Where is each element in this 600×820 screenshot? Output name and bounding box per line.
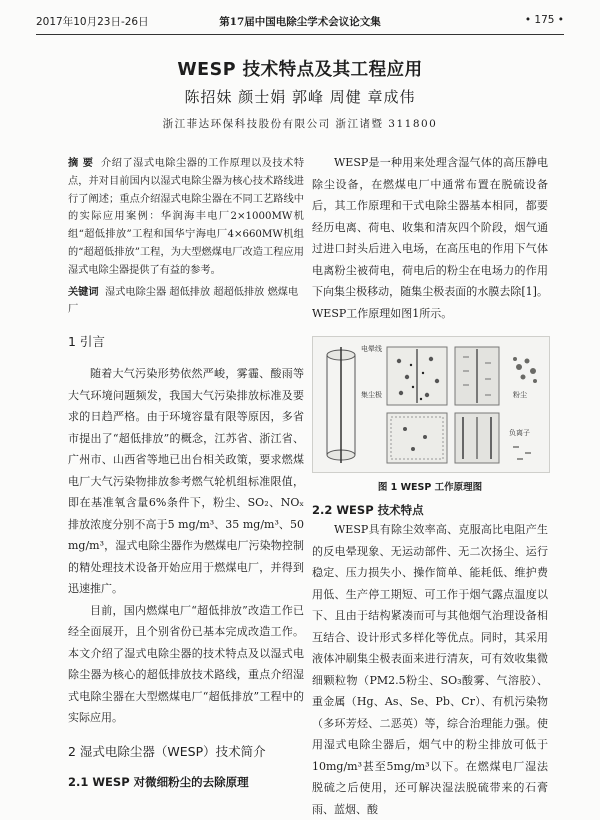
wesp-diagram: [313, 337, 549, 472]
figure-wesp-principle: [312, 336, 550, 473]
ionization-panel: [387, 347, 447, 405]
right-column: [312, 152, 548, 820]
header-page-number: • 175 •: [524, 14, 564, 26]
label-negative-ion: 负离子: [509, 429, 530, 437]
header-journal: 第17届中国电除尘学术会议论文集: [219, 16, 381, 28]
left-column: [68, 155, 304, 791]
label-corona-wire: 电晕线: [361, 345, 382, 353]
abstract: [68, 155, 304, 280]
abstract-label: 摘 要: [68, 158, 94, 169]
subsection-heading-principle: 2.1 WESP 对微细粉尘的去除原理: [68, 774, 249, 789]
label-dust: 粉尘: [513, 391, 527, 399]
header-date: 2017年10月23日-26日: [36, 16, 149, 28]
collector-cylinder: [327, 347, 355, 463]
abstract-text: 介绍了湿式电除尘器的工作原理以及技术特点，并对目前国内以湿式电除尘器为核心技术路线进行了阐述；重点介绍湿式电除尘器在不同工艺路线中的实际应用案例：华润海丰电厂2×1000MW机组“超低排放”工程和国华宁海电厂4×660MW机组的“超超低排放”工程，为大型燃煤电厂改造工程应用湿式电除尘器提供了有益的参考。: [68, 158, 305, 276]
keywords-label: 关键词: [68, 286, 99, 298]
paper-title: WESP 技术特点及其工程应用: [177, 60, 423, 80]
collection-panel: [387, 413, 447, 463]
ion-symbols: [513, 447, 531, 459]
section-heading-intro: 1 引言: [68, 334, 105, 350]
keywords-text: 湿式电除尘器 超低排放 超超低排放 燃煤电厂: [68, 286, 299, 316]
paper-affiliation: 浙江菲达环保科技股份有限公司 浙江诸暨 311800: [162, 118, 438, 130]
running-header: [36, 12, 564, 35]
section-heading-wesp: 2 湿式电除尘器（WESP）技术简介: [68, 743, 266, 759]
intro-paragraph-1: 随着大气污染形势依然严峻，雾霾、酸雨等大气环境问题频发，我国大气污染排放标准及要求的日趋严格。由于环境容量有限等原因，多省市提出了“超低排放”的概念，江苏省、浙江省、广州市、山西省等地已出台相关政策，要求燃煤电厂大气污染物排放参考燃气轮机组标准限值，即在基准氧含量6%条件下，粉尘、SO₂、NOₓ排放浓度分别不高于5 mg/m³、35 mg/m³、50 mg/m³，湿式电除尘器作为燃煤电厂污染物控制的精处理技术设备开始应用于燃煤电厂，并得到迅速推广。: [68, 367, 304, 596]
water-film-panel: [455, 413, 499, 463]
principle-paragraph: WESP是一种用来处理含湿气体的高压静电除尘设备，在燃煤电厂中通常布置在脱硫设备后，其工作原理和干式电除尘器基本相同，都要经历电离、荷电、收集和清灰四个阶段，烟气通过进口封头后进入电场，在高压电的作用下气体电离粉尘被荷电，荷电后的粉尘在电场力的作用下向集尘极移动，随集尘极表面的水膜去除[1]。WESP工作原理如图1所示。: [312, 156, 548, 320]
label-collector: 集尘极: [361, 391, 382, 399]
paper-authors: 陈招妹 颜士娟 郭峰 周健 章成伟: [184, 88, 416, 106]
dust-cluster: [513, 357, 537, 383]
charging-panel: [455, 347, 499, 405]
subsection-heading-features: 2.2 WESP 技术特点: [312, 503, 424, 517]
features-paragraph: WESP具有除尘效率高、克服高比电阻产生的反电晕现象、无运动部件、无二次扬尘、运行稳定、压力损失小、操作简单、能耗低、维护费用低、生产停工期短、可工作于烟气露点温度以下、且由于结构紧凑而可与其他烟气治理设备相互结合、设计形式多样化等优点。同时，其采用液体冲刷集尘极表面来进行清灰，可有效收集微细颗粒物（PM2.5粉尘、SO₃酸雾、气溶胶）、重金属（Hg、As、Se、Pb、Cr）、有机污染物（多环芳烃、二恶英）等，综合治理能力强。使用湿式电除尘器后，烟气中的粉尘排放可低于10mg/m³甚至5mg/m³以下。在燃煤电厂湿法脱硫之后使用，还可解决湿法脱硫带来的石膏雨、蓝烟、酸: [312, 523, 548, 816]
figure-caption: 图 1 WESP 工作原理图: [377, 482, 483, 493]
keywords: [68, 284, 304, 320]
intro-paragraph-2: 目前，国内燃煤电厂“超低排放”改造工作已经全面展开，且个别省份已基本完成改造工作。本文介绍了湿式电除尘器的技术特点及以湿式电除尘器为核心的超低排放技术路线，重点介绍湿式电除尘器在大型燃煤电厂“超低排放”工程中的实际应用。: [68, 603, 304, 725]
